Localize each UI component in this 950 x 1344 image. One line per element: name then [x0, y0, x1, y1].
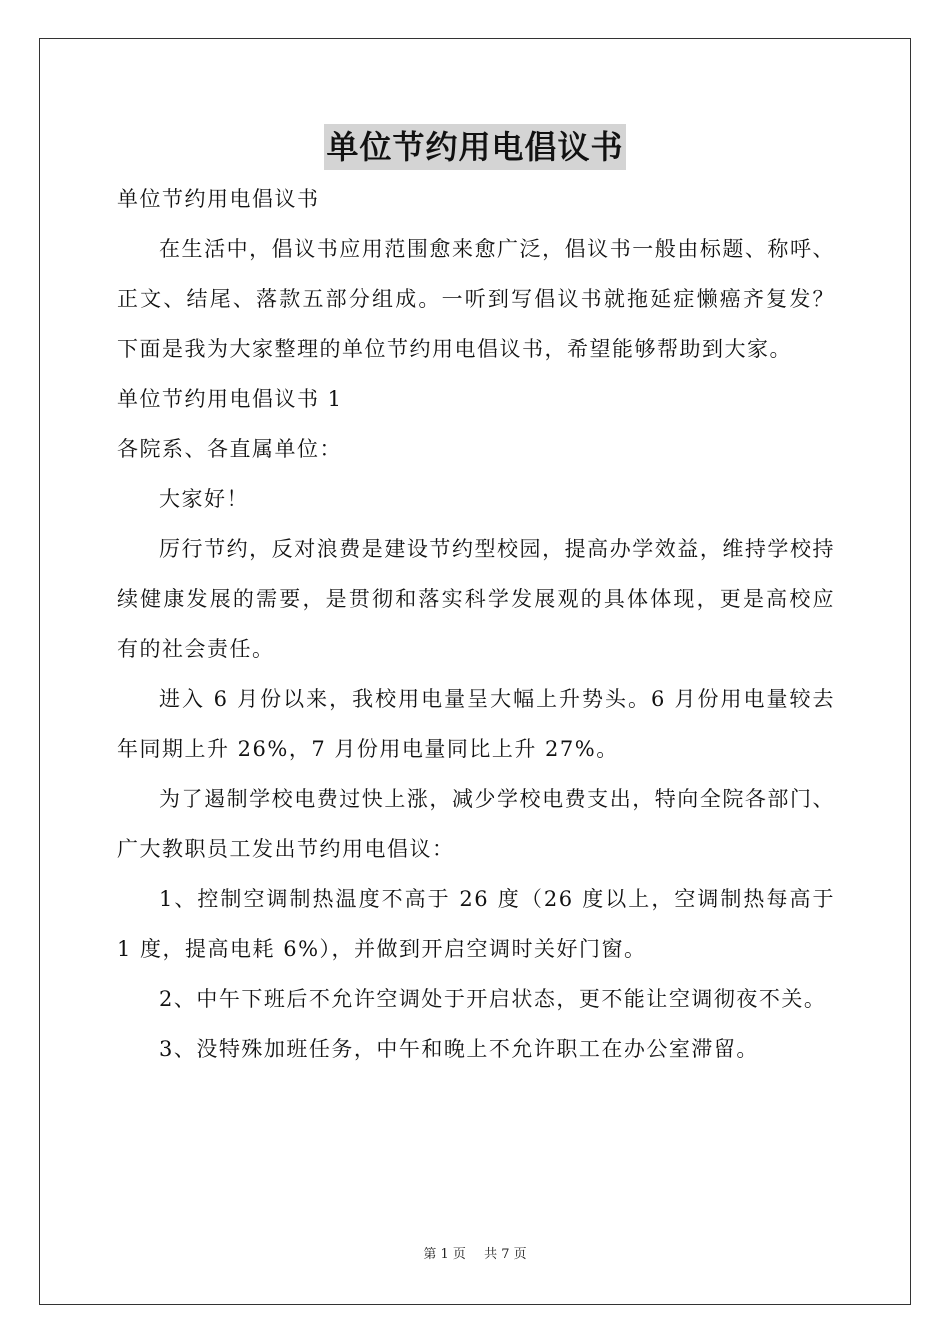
title-area [0, 124, 950, 170]
intro-paragraph: 在生活中，倡议书应用范围愈来愈广泛，倡议书一般由标题、称呼、正文、结尾、落款五部分组成。一听到写倡议书就拖延症懒癌齐复发？下面是我为大家整理的单位节约用电倡议书，希望能够帮助到大家。 [117, 237, 835, 361]
document-title: 单位节约用电倡议书 [324, 124, 625, 170]
body-paragraph: 厉行节约，反对浪费是建设节约型校园，提高办学效益，维持学校持续健康发展的需要，是贯彻和落实科学发展观的具体体现，更是高校应有的社会责任。 [117, 537, 835, 661]
body-paragraph: 为了遏制学校电费过快上涨，减少学校电费支出，特向全院各部门、广大教职员工发出节约用电倡议： [117, 787, 835, 861]
salutation: 各院系、各直属单位： [117, 437, 342, 461]
subtitle-line: 单位节约用电倡议书 [117, 187, 320, 211]
list-item: 1、控制空调制热温度不高于 26 度（26 度以上，空调制热每高于 1 度，提高电耗 6%），并做到开启空调时关好门窗。 [117, 887, 835, 961]
greeting: 大家好！ [159, 487, 249, 511]
document-body [117, 174, 835, 1074]
body-paragraph: 进入 6 月份以来，我校用电量呈大幅上升势头。6 月份用电量较去年同期上升 26%，7 月份用电量同比上升 27%。 [117, 687, 835, 761]
page-number-current: 第 1 页 [423, 1247, 466, 1262]
list-item: 3、没特殊加班任务，中午和晚上不允许职工在办公室滞留。 [159, 1037, 759, 1061]
page-footer [0, 1245, 950, 1265]
list-item: 2、中午下班后不允许空调处于开启状态，更不能让空调彻夜不关。 [159, 987, 827, 1011]
section-heading: 单位节约用电倡议书 1 [117, 387, 343, 411]
page-number-total: 共 7 页 [484, 1247, 527, 1262]
